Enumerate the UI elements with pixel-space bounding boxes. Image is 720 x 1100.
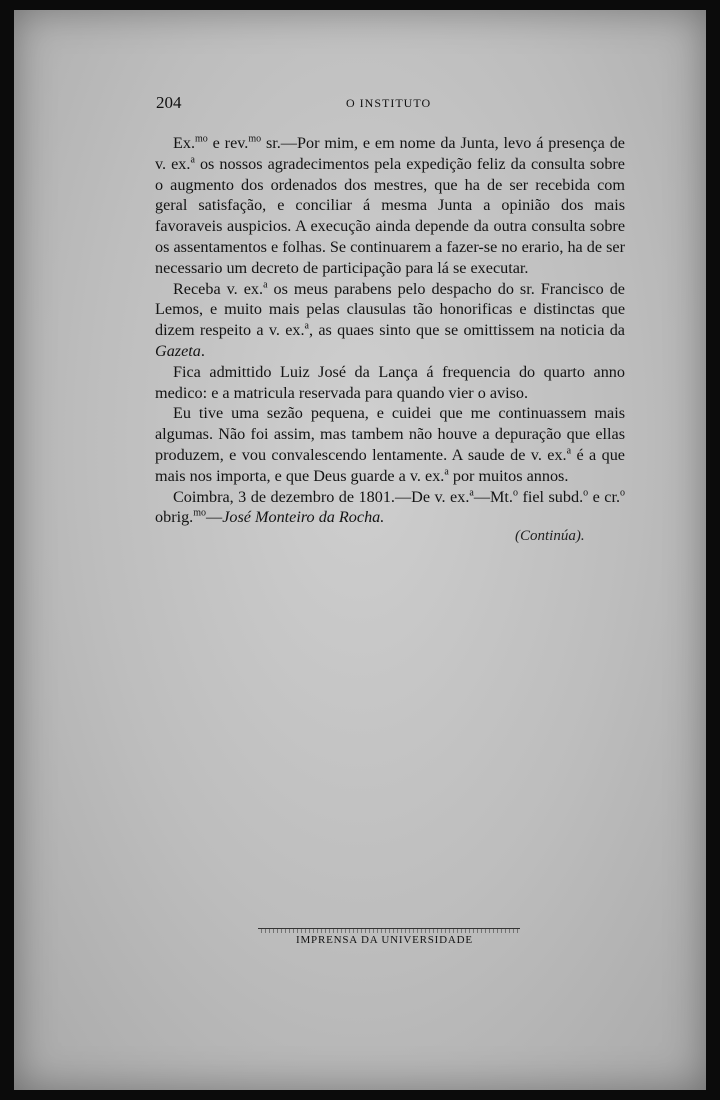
text-span: — (206, 508, 223, 527)
paragraph-5-signature (155, 487, 625, 529)
text-span: por muitos annos. (448, 466, 569, 485)
text-span: obrig. (155, 508, 194, 527)
text-span: Eu tive uma sezão pequena, e cuidei que me continuassem mais algumas. Não foi assim, mas tambem não houve a depuração que ellas produzem, e vou convalescendo lentamente. A saude de v. ex. (155, 404, 625, 464)
text-span: e cr. (588, 487, 621, 506)
superscript: o (512, 487, 518, 499)
superscript: a (190, 154, 195, 166)
text-span: Receba v. ex. (173, 279, 264, 298)
paragraph-4 (155, 403, 625, 486)
text-span: Coimbra, 3 de dezembro de 1801.—De v. ex. (173, 487, 470, 506)
continued-note: (Continúa). (515, 528, 585, 544)
superscript: a (444, 466, 449, 478)
signatory-name: José Monteiro da Rocha. (222, 508, 385, 527)
paragraph-2 (155, 279, 625, 362)
text-span: fiel subd. (517, 487, 584, 506)
superscript: a (263, 279, 268, 291)
text-span: . (200, 341, 205, 360)
paragraph-3: Fica admittido Luiz José da Lança á frequencia do quarto anno medico: e a matricula reservada para quando vier o aviso. (155, 362, 625, 402)
superscript: o (583, 487, 589, 499)
page-number: 204 (156, 93, 182, 112)
running-title: O INSTITUTO (346, 96, 432, 110)
letter-body (155, 133, 625, 528)
text-span: Ex. (173, 134, 196, 152)
superscript: a (469, 487, 474, 499)
text-span: , as quaes sinto que se omittissem na noticia da (309, 321, 625, 340)
superscript: a (566, 445, 572, 457)
text-span: —Mt. (473, 487, 513, 506)
text-span: os nossos agradecimentos pela expedição feliz da consulta sobre o augmento dos ordenados dos mestres, que ha de ser recebida com geral satisfação, e conciliar á mesma Junta a opinião dos mais favoraveis auspicios. A execução ainda depende da outra consulta sobre os assentamentos e folhas. Se continuarem a fazer-se no erario, ha de ser necessario um decreto de participação para lá se executar. (155, 154, 625, 277)
text-span: e rev. (207, 134, 249, 152)
text-span: sr.—Por mim, e em nome da Junta, levo á presença de v. ex. (155, 134, 625, 173)
superscript: a (304, 320, 309, 332)
decorative-rule (258, 928, 520, 933)
superscript: mo (248, 133, 262, 145)
italic-span: Gazeta (155, 341, 201, 360)
superscript: o (620, 487, 626, 499)
text-span: os meus parabens pelo despacho do sr. Francisco de Lemos, e muito mais pelas clausulas tão honorificas e distinctas que dizem respeito a v. ex. (155, 279, 625, 340)
printer-imprint: IMPRENSA DA UNIVERSIDADE (296, 934, 473, 946)
page-header (156, 93, 626, 115)
paragraph-1 (155, 133, 625, 279)
superscript: mo (193, 507, 206, 519)
text-span: é a que mais nos importa, e que Deus guarde a v. ex. (155, 445, 625, 485)
superscript: mo (195, 133, 208, 145)
